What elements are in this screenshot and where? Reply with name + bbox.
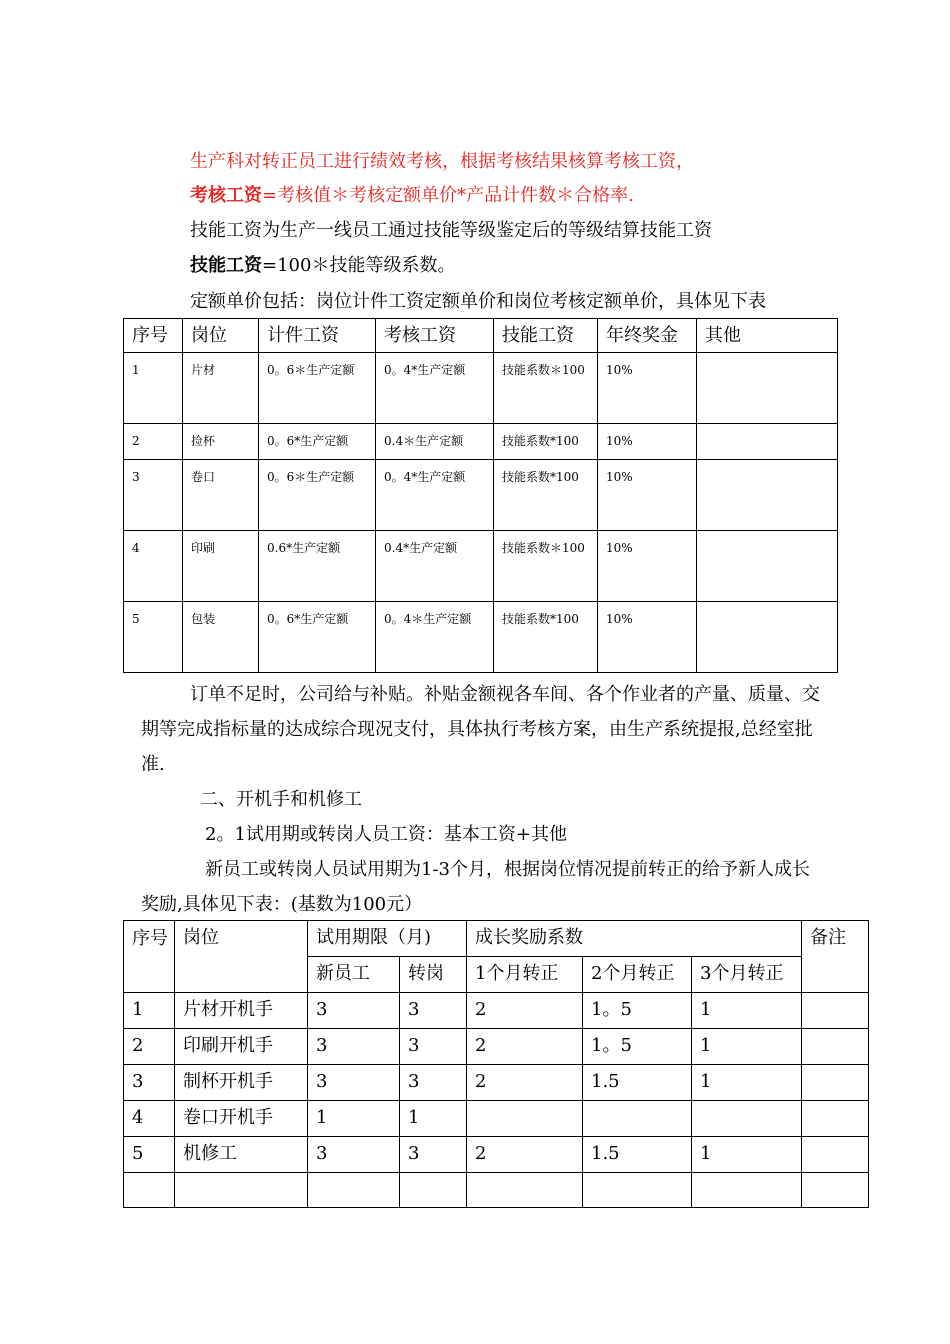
table-cell: 1 — [692, 1029, 802, 1065]
table-cell: 2 — [467, 1137, 583, 1173]
table-cell: 1 — [124, 993, 175, 1029]
table-cell: 卷口 — [183, 460, 259, 531]
table-cell: 技能系数*100 — [494, 424, 598, 460]
table1-header-cell: 序号 — [124, 319, 183, 353]
table-cell: 包装 — [183, 602, 259, 673]
table2-header-post: 岗位 — [175, 921, 308, 993]
section-line-1: 新员工或转岗人员试用期为1-3个月，根据岗位情况提前转正的给予新人成长 — [205, 859, 810, 880]
table-cell — [697, 460, 838, 531]
table-cell: 3 — [400, 1137, 467, 1173]
table-cell: 1 — [400, 1101, 467, 1137]
table1-header-cell: 其他 — [697, 319, 838, 353]
intro-line-3: 技能工资为生产一线员工通过技能等级鉴定后的等级结算技能工资 — [190, 220, 712, 241]
table-cell: 0。6＊生产定额 — [259, 353, 376, 424]
table-cell: 2 — [467, 993, 583, 1029]
table2-header-note: 备注 — [802, 921, 869, 993]
table-cell: 卷口开机手 — [175, 1101, 308, 1137]
table-cell — [802, 1065, 869, 1101]
table-cell: 印刷开机手 — [175, 1029, 308, 1065]
table-cell: 0。6*生产定额 — [259, 424, 376, 460]
table-row — [124, 424, 838, 460]
table-cell — [692, 1101, 802, 1137]
table-cell — [583, 1101, 692, 1137]
intro-line-5: 定额单价包括：岗位计件工资定额单价和岗位考核定额单价，具体见下表 — [190, 291, 766, 312]
table-cell: 1 — [692, 993, 802, 1029]
table2-subheader-cell: 3个月转正 — [692, 957, 802, 993]
table-cell — [802, 1173, 869, 1208]
table-row — [124, 460, 838, 531]
table-cell — [697, 353, 838, 424]
table1-header-cell: 岗位 — [183, 319, 259, 353]
table-cell: 机修工 — [175, 1137, 308, 1173]
intro-line-2 — [190, 184, 634, 208]
table-cell: 制杯开机手 — [175, 1065, 308, 1101]
table-cell: 5 — [124, 602, 183, 673]
section-subheading: 2。1试用期或转岗人员工资：基本工资+其他 — [205, 824, 567, 845]
table-cell: 0。4*生产定额 — [376, 460, 494, 531]
table-cell: 1。5 — [583, 1029, 692, 1065]
table-cell — [802, 1029, 869, 1065]
table-cell — [175, 1173, 308, 1208]
table2-header-reward: 成长奖励系数 — [467, 921, 802, 957]
table-cell: 10% — [598, 602, 697, 673]
table-cell: 10% — [598, 531, 697, 602]
para1-line-2: 期等完成指标量的达成综合现况支付，具体执行考核方案，由生产系统提报,总经室批 — [141, 719, 813, 740]
table-cell: 3 — [124, 1065, 175, 1101]
table-cell: 3 — [400, 1065, 467, 1101]
table-cell: 1.5 — [583, 1065, 692, 1101]
table1-header-cell: 年终奖金 — [598, 319, 697, 353]
table-cell: 1。5 — [583, 993, 692, 1029]
table-cell — [308, 1173, 400, 1208]
table-cell — [697, 602, 838, 673]
table-cell: 3 — [124, 460, 183, 531]
table-cell: 1 — [692, 1065, 802, 1101]
table-row — [124, 531, 838, 602]
table-cell: 1 — [692, 1137, 802, 1173]
table-row — [124, 1137, 869, 1173]
table-row — [124, 1065, 869, 1101]
table-cell — [692, 1173, 802, 1208]
table1-header-row — [124, 319, 838, 353]
table2-subheader-cell: 转岗 — [400, 957, 467, 993]
table-cell: 0。6＊生产定额 — [259, 460, 376, 531]
table1-header-cell: 考核工资 — [376, 319, 494, 353]
assessment-wage-label: 考核工资 — [190, 185, 262, 206]
table-cell: 4 — [124, 531, 183, 602]
table-cell — [124, 1173, 175, 1208]
table2-subheader-cell: 1个月转正 — [467, 957, 583, 993]
table-row — [124, 353, 838, 424]
table-cell: 10% — [598, 353, 697, 424]
table1-header-cell: 计件工资 — [259, 319, 376, 353]
table-cell: 2 — [124, 1029, 175, 1065]
section-line-2: 奖励,具体见下表：(基数为100元） — [141, 894, 423, 915]
table-cell: 0。6*生产定额 — [259, 602, 376, 673]
table2-header-seq: 序号 — [124, 921, 175, 993]
table-cell — [400, 1173, 467, 1208]
table-cell: 技能系数*100 — [494, 460, 598, 531]
table2-subheader-cell: 2个月转正 — [583, 957, 692, 993]
table-cell: 印刷 — [183, 531, 259, 602]
skill-wage-formula: =100＊技能等级系数。 — [262, 255, 456, 276]
table-cell: 10% — [598, 460, 697, 531]
table-cell: 3 — [308, 1137, 400, 1173]
table-cell: 片材开机手 — [175, 993, 308, 1029]
table-cell: 技能系数*100 — [494, 602, 598, 673]
growth-reward-table — [123, 920, 869, 1208]
table-cell — [802, 1137, 869, 1173]
skill-wage-label: 技能工资 — [190, 255, 262, 276]
table-cell: 0。4＊生产定额 — [376, 602, 494, 673]
table-cell: 3 — [308, 1065, 400, 1101]
table-cell — [467, 1173, 583, 1208]
table-cell: 3 — [308, 993, 400, 1029]
table-cell: 捡杯 — [183, 424, 259, 460]
table-cell: 1 — [124, 353, 183, 424]
table-cell: 5 — [124, 1137, 175, 1173]
table-cell: 技能系数＊100 — [494, 353, 598, 424]
table-cell: 2 — [467, 1065, 583, 1101]
table-cell: 片材 — [183, 353, 259, 424]
section-heading: 二、开机手和机修工 — [200, 789, 362, 810]
table2-subheader-cell: 新员工 — [308, 957, 400, 993]
table-cell: 2 — [467, 1029, 583, 1065]
table2-header-row — [124, 921, 869, 957]
assessment-wage-formula: =考核值＊考核定额单价*产品计件数＊合格率. — [262, 185, 634, 206]
table-cell: 0.6*生产定额 — [259, 531, 376, 602]
table-cell: 10% — [598, 424, 697, 460]
table-cell: 0.4＊生产定额 — [376, 424, 494, 460]
table-cell: 1 — [308, 1101, 400, 1137]
para1-line-3: 准. — [141, 754, 165, 775]
table-row-empty — [124, 1173, 869, 1208]
table-cell: 0.4*生产定额 — [376, 531, 494, 602]
table-cell: 3 — [400, 993, 467, 1029]
table-cell: 3 — [400, 1029, 467, 1065]
para1-line-1: 订单不足时，公司给与补贴。补贴金额视各车间、各个作业者的产量、质量、交 — [190, 684, 820, 705]
table2-header-trial: 试用期限（月) — [308, 921, 467, 957]
table-row — [124, 1029, 869, 1065]
table-cell: 1.5 — [583, 1137, 692, 1173]
table-cell — [697, 424, 838, 460]
table-row — [124, 993, 869, 1029]
table-cell: 2 — [124, 424, 183, 460]
table-cell: 技能系数＊100 — [494, 531, 598, 602]
table-cell: 3 — [308, 1029, 400, 1065]
table1-header-cell: 技能工资 — [494, 319, 598, 353]
table-cell — [802, 1101, 869, 1137]
table-cell — [802, 993, 869, 1029]
table-cell — [697, 531, 838, 602]
table-cell: 0。4*生产定额 — [376, 353, 494, 424]
intro-line-1: 生产科对转正员工进行绩效考核，根据考核结果核算考核工资， — [190, 151, 694, 172]
table-cell: 4 — [124, 1101, 175, 1137]
table-cell — [467, 1101, 583, 1137]
table-row — [124, 602, 838, 673]
intro-line-4 — [190, 254, 455, 278]
table-cell — [583, 1173, 692, 1208]
quota-price-table — [123, 318, 838, 673]
table-row — [124, 1101, 869, 1137]
